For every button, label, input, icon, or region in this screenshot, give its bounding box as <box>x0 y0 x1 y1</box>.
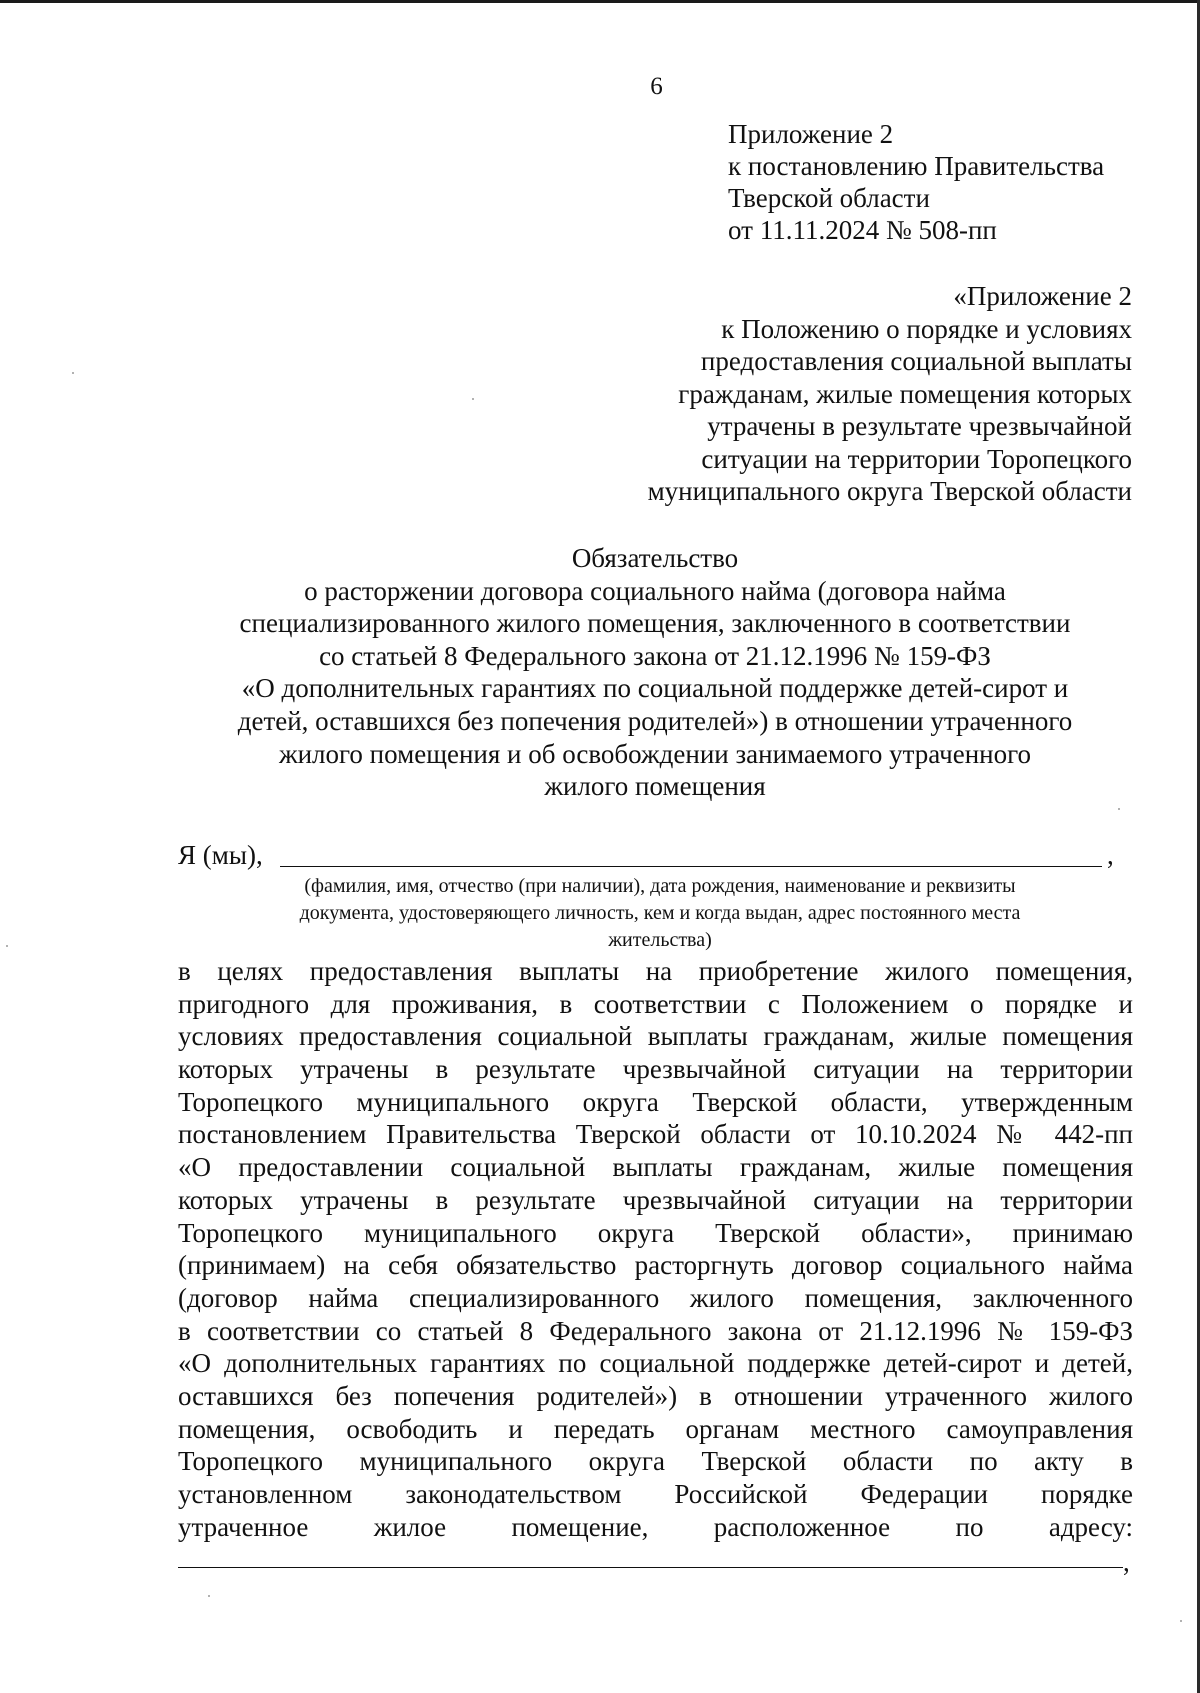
title-line: жилого помещения и об освобождении занимаемого утраченного <box>278 738 1032 769</box>
scan-speck <box>208 1595 210 1597</box>
body-line: оставшихся без попечения родителей») в отношении утраченного жилого <box>178 1380 1133 1411</box>
page-number: 6 <box>650 73 663 100</box>
body-line: помещения, освободить и передать органам местного самоуправления <box>178 1413 1133 1444</box>
title-line: о расторжении договора социального найма (договора найма <box>304 575 1006 606</box>
scan-speck <box>472 398 474 400</box>
annex-line: утрачены в результате чрезвычайной <box>707 411 1132 441</box>
caption-line: документа, удостоверяющего личность, кем и когда выдан, адрес постоянного места <box>299 902 1021 924</box>
scan-speck <box>6 945 8 947</box>
title-line: «О дополнительных гарантиях по социальной поддержке детей-сирот и <box>241 673 1069 704</box>
approval-line: к постановлению Правительства <box>728 151 1105 181</box>
body-line: в соответствии со статьей 8 Федерального закона от 21.12.1996 № 159-ФЗ <box>178 1315 1133 1346</box>
body-line: «О предоставлении социальной выплаты гражданам, жилые помещения <box>178 1152 1133 1183</box>
declarant-caption <box>200 873 1120 954</box>
annex-line: «Приложение 2 <box>953 281 1132 311</box>
body-line: Торопецкого муниципального округа Тверской области», принимаю <box>178 1217 1133 1248</box>
annex-line: предоставления социальной выплаты <box>700 346 1132 376</box>
body-line: которых утрачены в результате чрезвычайной ситуации на территории <box>178 1054 1133 1085</box>
annex-line: к Положению о порядке и условиях <box>721 313 1132 344</box>
annex-block <box>648 280 1132 508</box>
address-trailing-comma: , <box>1123 1547 1130 1577</box>
body-line: пригодного для проживания, в соответствии с Положением о порядке и <box>178 988 1133 1019</box>
title-line: специализированного жилого помещения, заключенного в соответствии <box>239 608 1071 639</box>
caption-line: жительства) <box>608 929 712 951</box>
body-paragraph <box>178 955 1133 1543</box>
body-line: (договор найма специализированного жилого помещения, заключенного <box>178 1282 1133 1313</box>
declarant-trailing-comma: , <box>1107 840 1114 870</box>
body-line: установленном законодательством Российской Федерации порядке <box>178 1479 1133 1509</box>
scan-edge-top <box>0 0 1200 3</box>
body-line: (принимаем) на себя обязательство расторгнуть договор социального найма <box>178 1250 1133 1281</box>
title-line: Обязательство <box>571 543 739 573</box>
title-line: жилого помещения <box>544 771 766 802</box>
body-line: условиях предоставления социальной выплаты гражданам, жилые помещения <box>178 1021 1133 1052</box>
approval-block <box>728 118 1104 246</box>
body-line: которых утрачены в результате чрезвычайной ситуации на территории <box>178 1184 1133 1215</box>
approval-line: Тверской области <box>728 183 930 213</box>
approval-line: Приложение 2 <box>728 119 894 149</box>
annex-line: ситуации на территории Торопецкого <box>701 443 1132 474</box>
document-title <box>185 542 1125 803</box>
body-line: в целях предоставления выплаты на приобретение жилого помещения, <box>178 956 1133 986</box>
address-line <box>178 1545 1133 1579</box>
caption-line: (фамилия, имя, отчество (при наличии), дата рождения, наименование и реквизиты <box>304 875 1016 897</box>
scan-speck <box>72 372 74 374</box>
annex-line: гражданам, жилые помещения которых <box>678 378 1132 409</box>
body-line: «О дополнительных гарантиях по социальной поддержке детей-сирот и детей, <box>178 1348 1133 1379</box>
body-line: Торопецкого муниципального округа Тверской области по акту в <box>178 1446 1133 1477</box>
body-line: постановлением Правительства Тверской области от 10.10.2024 № 442-пп <box>178 1119 1133 1150</box>
approval-line: от 11.11.2024 № 508-пп <box>728 215 997 245</box>
body-line: утраченное жилое помещение, расположенное по адресу: <box>178 1511 1133 1542</box>
declarant-label: Я (мы), <box>178 840 263 870</box>
declarant-blank-field[interactable] <box>280 866 1102 867</box>
title-line: со статьей 8 Федерального закона от 21.12.1996 № 159-ФЗ <box>319 640 991 671</box>
title-line: детей, оставшихся без попечения родителей») в отношении утраченного <box>237 705 1073 736</box>
declarant-line <box>178 838 1133 872</box>
scan-speck <box>1118 808 1120 810</box>
annex-line: муниципального округа Тверской области <box>647 476 1132 506</box>
address-blank-field[interactable] <box>178 1567 1123 1568</box>
body-line: Торопецкого муниципального округа Тверской области, утвержденным <box>178 1086 1133 1117</box>
scan-speck <box>1180 1620 1182 1622</box>
